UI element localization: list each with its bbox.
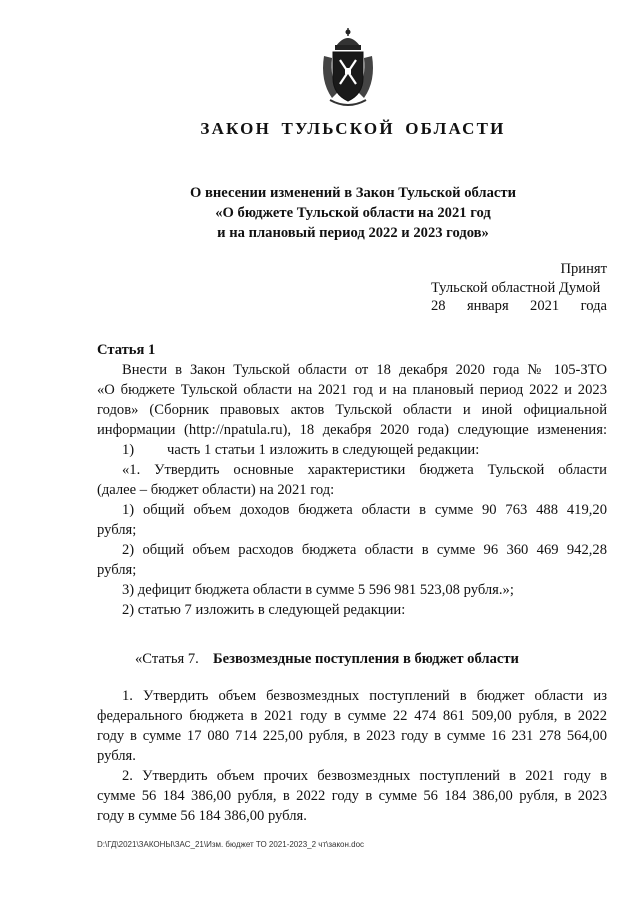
- text-line: рубля;: [97, 562, 137, 578]
- adoption-year-word: года: [580, 298, 607, 314]
- adoption-day: 28: [431, 298, 446, 314]
- list-item-number: 1): [122, 442, 135, 458]
- text-line: рубля;: [97, 522, 137, 538]
- adoption-month: января: [466, 298, 509, 314]
- adopted-by: Тульской областной Думой: [431, 279, 601, 296]
- text-line: 2) статью 7 изложить в следующей редакции:: [122, 602, 406, 618]
- adoption-block: [431, 260, 607, 316]
- list-item-1: [97, 440, 607, 460]
- text-line: «О бюджете Тульской области на 2021 год и на плановый период 2022 и 2023: [97, 382, 607, 398]
- text-line: Внести в Закон Тульской области от 18 декабря 2020 года № 105-ЗТО: [122, 362, 607, 378]
- text-line: году в сумме 56 184 386,00 рубля.: [97, 808, 307, 824]
- adopted-label: Принят: [560, 261, 607, 277]
- text-line: 1) общий объем доходов бюджета области в сумме 90 763 488 419,20: [122, 502, 607, 518]
- text-line: рубля.: [97, 748, 136, 764]
- text-line: (далее – бюджет области) на 2021 год:: [97, 482, 335, 498]
- text-line: году в сумме 17 080 714 225,00 рубля, в 2023 году в сумме 16 231 278 564,00: [97, 728, 607, 744]
- text-line: «1. Утвердить основные характеристики бюджета Тульской области: [122, 462, 607, 478]
- subject-line: «О бюджете Тульской области на 2021 год: [215, 205, 491, 221]
- article-7-title: Безвозмездные поступления в бюджет области: [213, 651, 519, 667]
- list-item-text: часть 1 статьи 1 изложить в следующей редакции:: [167, 442, 480, 458]
- article-1: [97, 340, 607, 620]
- text-line: федерального бюджета в 2021 году в сумме 22 474 861 509,00 рубля, в 2022: [97, 708, 607, 724]
- text-line: годов» (Сборник правовых актов Тульской области и иной официальной: [97, 402, 607, 418]
- law-title: ЗАКОН ТУЛЬСКОЙ ОБЛАСТИ: [200, 119, 506, 138]
- article-1-heading: Статья 1: [97, 342, 156, 358]
- coat-of-arms-icon: [316, 26, 380, 108]
- text-line: 2. Утвердить объем прочих безвозмездных поступлений в 2021 году в: [122, 768, 607, 784]
- adoption-year: 2021: [530, 298, 560, 314]
- file-path-footer: D:\ГД\2021\ЗАКОНЫ\ЗАС_21\Изм. бюджет ТО 2021-2023_2 чт\закон.doc: [97, 840, 365, 849]
- adoption-date: [431, 297, 607, 316]
- article-7-heading: [135, 651, 519, 668]
- text-line: 2) общий объем расходов бюджета области в сумме 96 360 469 942,28: [122, 542, 607, 558]
- text-line: 3) дефицит бюджета области в сумме 5 596 981 523,08 рубля.»;: [122, 582, 514, 598]
- text-line: сумме 56 184 386,00 рубля, в 2022 году в сумме 56 184 386,00 рубля, в 2023: [97, 788, 607, 804]
- text-line: информации (http://npatula.ru), 18 декабря 2020 года) следующие изменения:: [97, 422, 607, 438]
- text-line: 1. Утвердить объем безвозмездных поступлений в бюджет области из: [122, 688, 607, 704]
- article-7-label: «Статья 7.: [135, 651, 199, 667]
- law-subject: [0, 183, 640, 243]
- article-7-body: [97, 686, 607, 826]
- subject-line: О внесении изменений в Закон Тульской области: [190, 185, 516, 201]
- subject-line: и на плановый период 2022 и 2023 годов»: [217, 225, 489, 241]
